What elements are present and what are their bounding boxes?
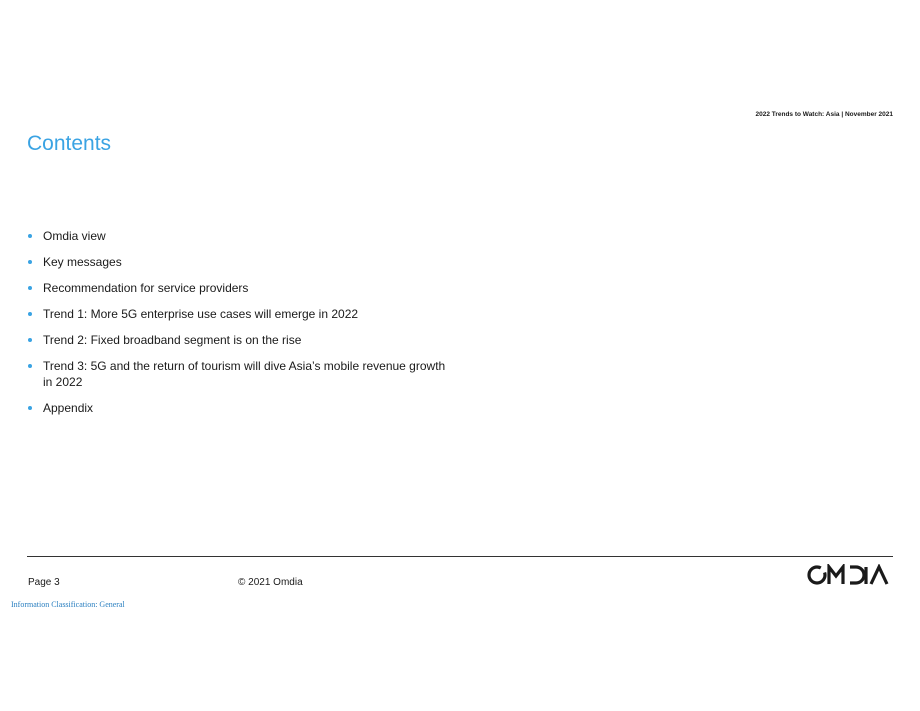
contents-item-label: Trend 2: Fixed broadband segment is on the rise — [43, 333, 302, 347]
contents-item-label: Omdia view — [43, 229, 106, 243]
report-header: 2022 Trends to Watch: Asia | November 2021 — [755, 111, 893, 118]
bullet-icon — [28, 286, 32, 290]
contents-item-label: Recommendation for service providers — [43, 281, 249, 295]
contents-item — [27, 280, 447, 296]
contents-item — [27, 332, 447, 348]
bullet-icon — [28, 312, 32, 316]
contents-item-label: Trend 3: 5G and the return of tourism will dive Asia’s mobile revenue growth in 2022 — [43, 359, 446, 389]
bullet-icon — [28, 234, 32, 238]
contents-item — [27, 306, 447, 322]
contents-item-label: Key messages — [43, 255, 122, 269]
bullet-icon — [28, 364, 32, 368]
copyright-notice: © 2021 Omdia — [238, 577, 303, 588]
page-title: Contents — [27, 132, 112, 155]
bullet-icon — [28, 260, 32, 264]
contents-item-label: Trend 1: More 5G enterprise use cases will emerge in 2022 — [43, 307, 359, 321]
contents-item — [27, 358, 447, 390]
bullet-icon — [28, 338, 32, 342]
contents-item-label: Appendix — [43, 401, 94, 415]
contents-item — [27, 254, 447, 270]
contents-item — [27, 228, 447, 244]
page-number: Page 3 — [28, 577, 60, 588]
omdia-logo — [807, 564, 893, 591]
footer-divider — [27, 556, 893, 557]
contents-list — [27, 228, 447, 426]
classification-label: Information Classification: General — [11, 600, 125, 609]
contents-item — [27, 400, 447, 416]
omdia-logo-icon — [807, 564, 893, 586]
bullet-icon — [28, 406, 32, 410]
